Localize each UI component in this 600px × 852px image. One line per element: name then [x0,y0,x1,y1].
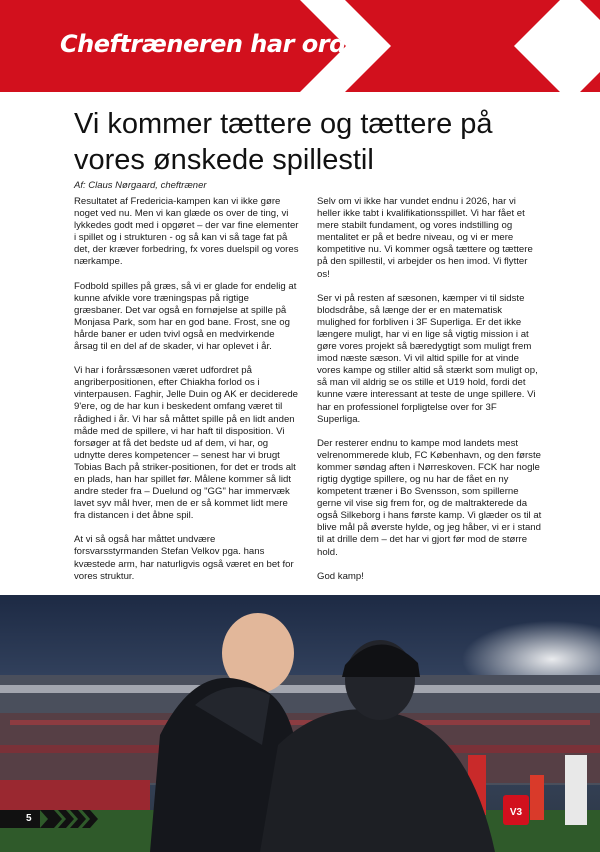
article-headline: Vi kommer tættere og tættere på vores ønskede spillestil [74,108,493,176]
section-title: Cheftræneren har ordet [60,30,373,58]
paragraph: Der resterer endnu to kampe mod landets mest velrenommerede klub, FC København, og den første kommer søndag aften i Nørreskoven. FCK har nogle rigtig dygtige spillere, og nu har de fået en ny kompetent træner i Bo Svensson, som spillerne gerne vil vise sig frem for, og de maltrakterede da også Silkeborg i hans første kamp. Vi glæder os til at blive mål på øverste hylde, og jeg håber, vi er i stand til at drille dem – det har vi gjort før mod de større hold. [317,437,542,558]
paragraph: At vi så også har måttet undvære forsvarsstyrmanden Stefan Velkov pga. hans kvæstede arm, har naturligvis også været en bet for vores struktur. [74,534,294,582]
paragraph: Fodbold spilles på græs, så vi er glade for endelig at kunne afvikle vore træningspas på rigtige græsbaner. Det var også en fornøjelse at spille på Monjasa Park, som har en god bane. Frost, sne og hårde baner er uden tvivl også en medvirkende årsag til en del af de skader, vi har oplevet i år. [74,280,297,353]
section-header [0,0,600,92]
paragraph: Resultatet af Fredericia-kampen kan vi ikke gøre noget ved nu. Men vi kan glæde os over de ting, vi lykkedes godt med i opgøret – der var fine elementer i spillet og i strukturen - og så kan vi så tage fat på det, der kræver forbedring, fx vores duelspil og vores nærkampe. [74,196,299,268]
paragraph: Ser vi på resten af sæsonen, kæmper vi til sidste blodsdråbe, så længe der er en matematisk mulighed for forbliven i 3F Superliga. Er det ikke længere muligt, har vi en lige så vigtig mission i at gøre vores projekt så bæredygtigt som muligt frem imod næste sæson. Vi vil altid spille for at vinde vores kampe og stiller altid så stærkt som muligt op, så man vil aldrig se os stille et U19 hold, fordi det kunne være interessant at teste de unge spillere. Vi har en professionel forpligtelse over for 3F Superliga. [317,292,538,425]
page-number: 5 [26,813,32,824]
article-column-left [74,196,299,595]
paragraph: Vi har i forårssæsonen været udfordret på angriberpositionen, efter Chiakha forlod os i vinterpausen. Faghir, Jelle Duin og AK er deciderede 9'ere, og de har kun i beskedent omfang været til rådighed i år. Vi har så måttet spille på en lidt anden måde med de spillere, vi har haft til disposition. Vi forsøger at få det bedste ud af dem, vi har, og udnytte deres kompetencer – senest har vi brugt Tobias Bach på striker-positionen, for det er trods alt en plads, han har spillet før. Målene kommer så lidt andre steder fra – Duelund og "GG" har immervæk lavet syv mål hver, men de er så kommet lidt mere fra distancen i det åbne spil. [74,365,298,522]
paragraph: Selv om vi ikke har vundet endnu i 2026, har vi heller ikke tabt i kvalifikationsspillet. Vi har fået et mere stabilt fundament, og vores indstilling og mentalitet er på et bedre niveau, og vi er mere kompetitive nu. Vi kommer også tættere og tættere på den spillestil, vi arbejder os hen imod. Vi flytter os! [317,196,533,280]
article-byline: Af: Claus Nørgaard, cheftræner [74,180,207,191]
paragraph: God kamp! [317,570,364,582]
club-badge-text: V3 [509,807,523,818]
footer-arrows-icon [0,810,100,828]
article-column-right [317,196,542,595]
